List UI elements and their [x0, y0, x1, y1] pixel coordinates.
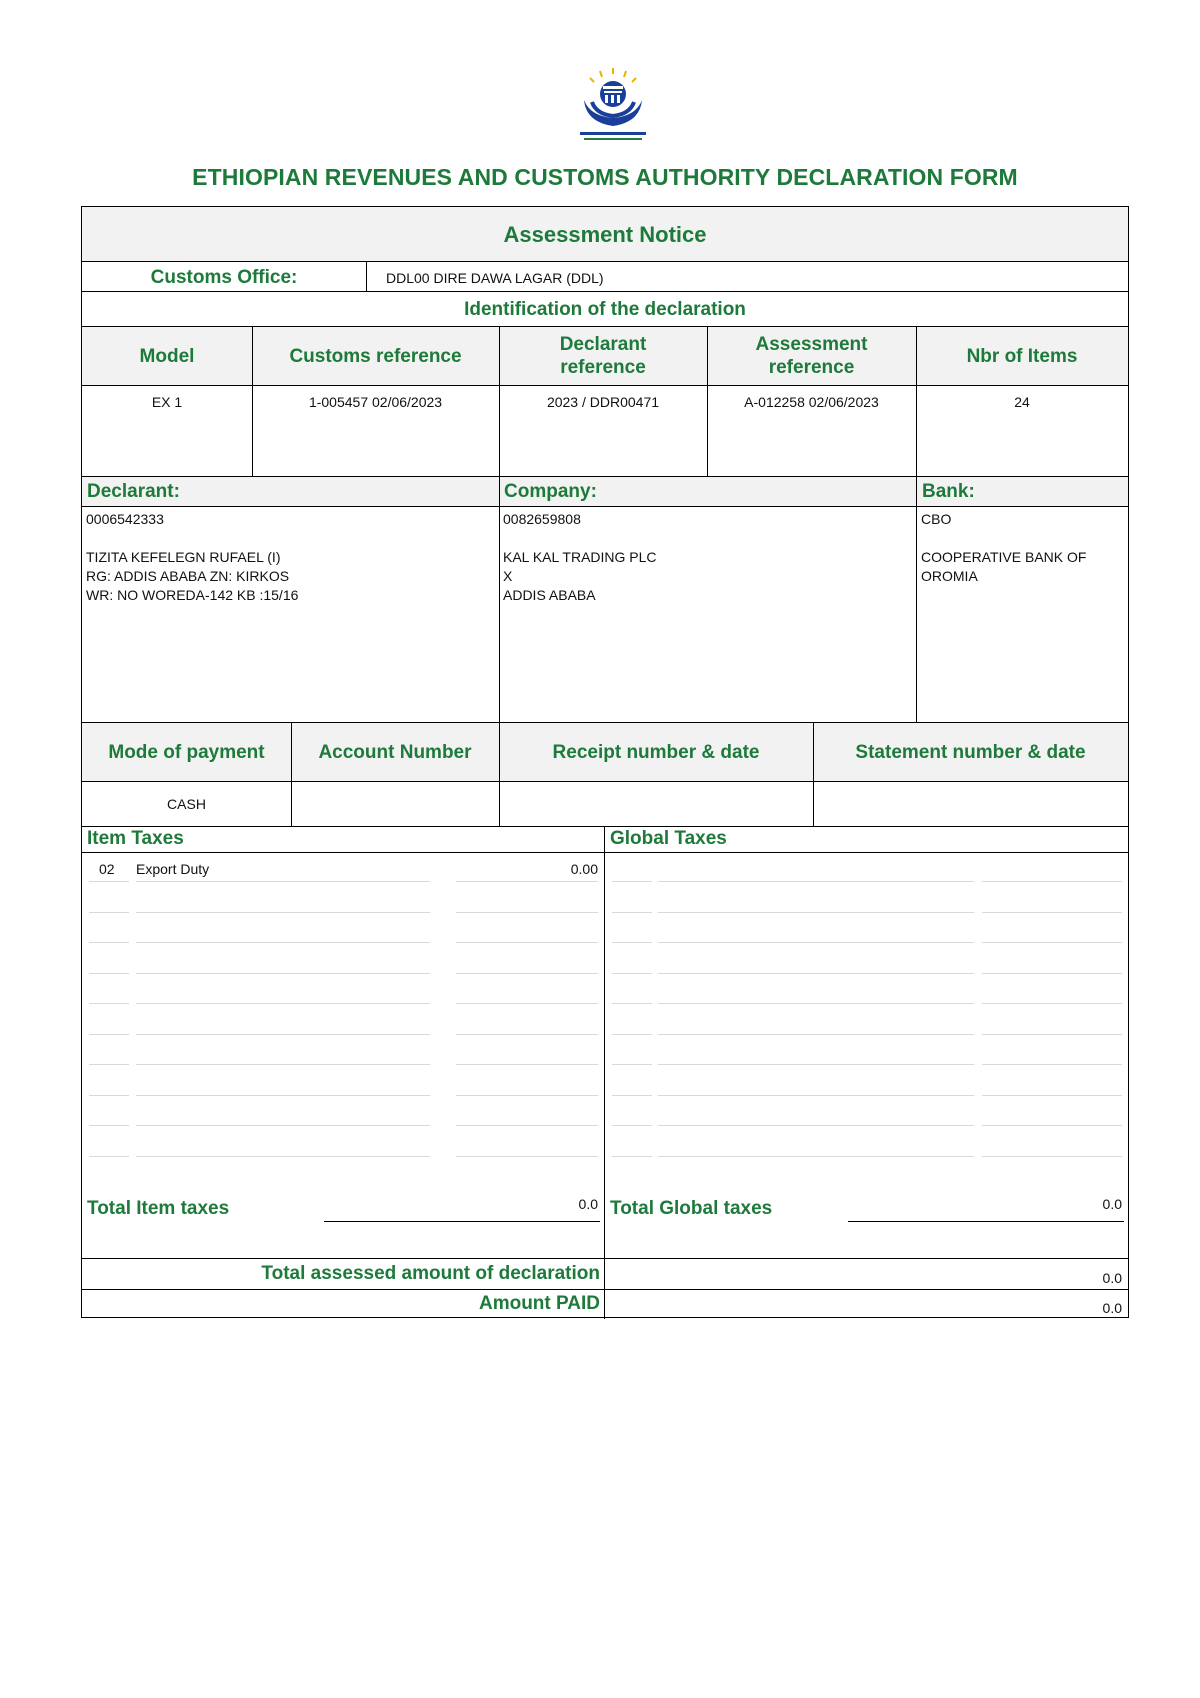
tax-grid-line	[612, 1003, 652, 1004]
company-line: X	[503, 568, 513, 584]
tax-grid-line	[136, 942, 430, 943]
tax-grid-line	[658, 973, 974, 974]
total-global-taxes-label: Total Global taxes	[610, 1198, 773, 1219]
tax-grid-line	[89, 1156, 129, 1157]
tax-grid-line	[456, 881, 598, 882]
tax-grid-line	[136, 912, 430, 913]
tax-grid-line	[89, 1095, 129, 1096]
tax-grid-line	[612, 1064, 652, 1065]
tax-grid-line	[982, 1034, 1122, 1035]
tax-grid-line	[612, 1034, 652, 1035]
company-label: Company:	[504, 481, 597, 502]
tax-grid-line	[982, 1095, 1122, 1096]
bank-label: Bank:	[922, 481, 975, 502]
tax-grid-line	[612, 1125, 652, 1126]
tax-grid-line	[982, 973, 1122, 974]
header-customs-reference: Customs reference	[289, 345, 462, 367]
declarant-code: 0006542333	[86, 511, 164, 527]
tax-grid-line	[658, 1125, 974, 1126]
declarant-line: RG: ADDIS ABABA ZN: KIRKOS	[86, 568, 290, 584]
header-account-number: Account Number	[318, 741, 472, 763]
tax-grid-line	[89, 1003, 129, 1004]
identification-title: Identification of the declaration	[464, 298, 746, 320]
assessment-form	[81, 206, 1129, 1318]
tax-grid-line	[612, 942, 652, 943]
tax-grid-line	[658, 1156, 974, 1157]
tax-grid-line	[136, 1064, 430, 1065]
tax-grid-line	[612, 912, 652, 913]
tax-grid-line	[456, 973, 598, 974]
tax-grid-line	[89, 942, 129, 943]
tax-grid-line	[136, 1125, 430, 1126]
tax-grid-line	[982, 1156, 1122, 1157]
tax-grid-line	[89, 881, 129, 882]
tax-grid-line	[612, 1095, 652, 1096]
amount-paid-value: 0.0	[1102, 1300, 1122, 1316]
tax-grid-line	[136, 1034, 430, 1035]
tax-grid-line	[658, 881, 974, 882]
tax-grid-line	[612, 881, 652, 882]
total-global-taxes-value: 0.0	[1102, 1196, 1122, 1212]
value-assessment-reference: A-012258 02/06/2023	[744, 394, 879, 410]
total-assessed-label: Total assessed amount of declaration	[261, 1263, 600, 1284]
company-line: KAL KAL TRADING PLC	[503, 549, 657, 565]
tax-grid-line	[89, 912, 129, 913]
bank-line: COOPERATIVE BANK OF	[921, 549, 1087, 565]
value-mode-of-payment: CASH	[167, 796, 206, 812]
header-declarant-reference: Declarant reference	[559, 334, 647, 378]
company-line: ADDIS ABABA	[503, 587, 596, 603]
header-receipt-number-date: Receipt number & date	[552, 741, 760, 763]
tax-grid-line	[982, 1125, 1122, 1126]
tax-grid-line	[136, 1156, 430, 1157]
tax-grid-line	[982, 912, 1122, 913]
header-statement-number-date: Statement number & date	[855, 741, 1086, 763]
declarant-block	[86, 510, 491, 605]
tax-grid-line	[456, 1034, 598, 1035]
value-declarant-reference: 2023 / DDR00471	[546, 394, 660, 410]
header-model: Model	[139, 345, 195, 367]
tax-grid-line	[456, 942, 598, 943]
form-title: ETHIOPIAN REVENUES AND CUSTOMS AUTHORITY DECLARATION FORM	[192, 164, 1018, 190]
bank-line: OROMIA	[921, 568, 978, 584]
value-model: EX 1	[151, 394, 183, 410]
total-assessed-value: 0.0	[1102, 1270, 1122, 1286]
tax-grid-line	[612, 1156, 652, 1157]
tax-grid-line	[136, 1095, 430, 1096]
customs-office-label: Customs Office:	[150, 267, 298, 288]
value-customs-reference: 1-005457 02/06/2023	[308, 394, 443, 410]
tax-grid-line	[982, 1003, 1122, 1004]
tax-grid-line	[982, 1064, 1122, 1065]
header-assessment-reference: Assessment reference	[755, 334, 868, 378]
company-block	[503, 510, 908, 605]
declarant-line: WR: NO WOREDA-142 KB :15/16	[86, 587, 299, 603]
tax-grid-line	[456, 1156, 598, 1157]
declarant-label: Declarant:	[87, 481, 180, 502]
tax-grid-line	[658, 1095, 974, 1096]
amount-paid-label: Amount PAID	[478, 1293, 600, 1314]
tax-grid-line	[89, 973, 129, 974]
header-mode-of-payment: Mode of payment	[108, 741, 265, 763]
item-tax-code: 02	[99, 861, 115, 877]
total-item-taxes-label: Total Item taxes	[87, 1198, 230, 1219]
bank-block	[921, 510, 1121, 586]
bank-code: CBO	[921, 511, 952, 527]
item-tax-description: Export Duty	[136, 861, 210, 877]
value-nbr-of-items: 24	[1014, 394, 1030, 410]
tax-grid-line	[658, 1003, 974, 1004]
tax-grid-line	[658, 942, 974, 943]
total-item-taxes-value: 0.0	[578, 1196, 598, 1212]
declarant-line: TIZITA KEFELEGN RUFAEL (I)	[86, 549, 281, 565]
tax-grid-line	[982, 881, 1122, 882]
customs-office-value: DDL00 DIRE DAWA LAGAR (DDL)	[386, 270, 604, 286]
tax-grid-line	[658, 912, 974, 913]
tax-grid-line	[136, 1003, 430, 1004]
tax-grid-line	[456, 1003, 598, 1004]
tax-grid-line	[658, 1034, 974, 1035]
tax-grid-line	[456, 1095, 598, 1096]
tax-grid-line	[136, 881, 430, 882]
header-nbr-of-items: Nbr of Items	[966, 345, 1078, 367]
erca-emblem-icon	[566, 66, 660, 148]
item-tax-amount: 0.00	[570, 861, 598, 877]
tax-grid-line	[136, 973, 430, 974]
tax-grid-line	[89, 1034, 129, 1035]
tax-grid-line	[89, 1125, 129, 1126]
item-taxes-label: Item Taxes	[87, 828, 184, 849]
tax-grid-line	[658, 1064, 974, 1065]
tax-grid-line	[456, 1064, 598, 1065]
tax-grid-line	[456, 912, 598, 913]
company-code: 0082659808	[503, 511, 581, 527]
notice-title: Assessment Notice	[82, 207, 1128, 261]
tax-grid-line	[456, 1125, 598, 1126]
tax-grid-line	[982, 942, 1122, 943]
tax-grid-line	[89, 1064, 129, 1065]
global-taxes-label: Global Taxes	[610, 828, 727, 849]
tax-grid-line	[612, 973, 652, 974]
